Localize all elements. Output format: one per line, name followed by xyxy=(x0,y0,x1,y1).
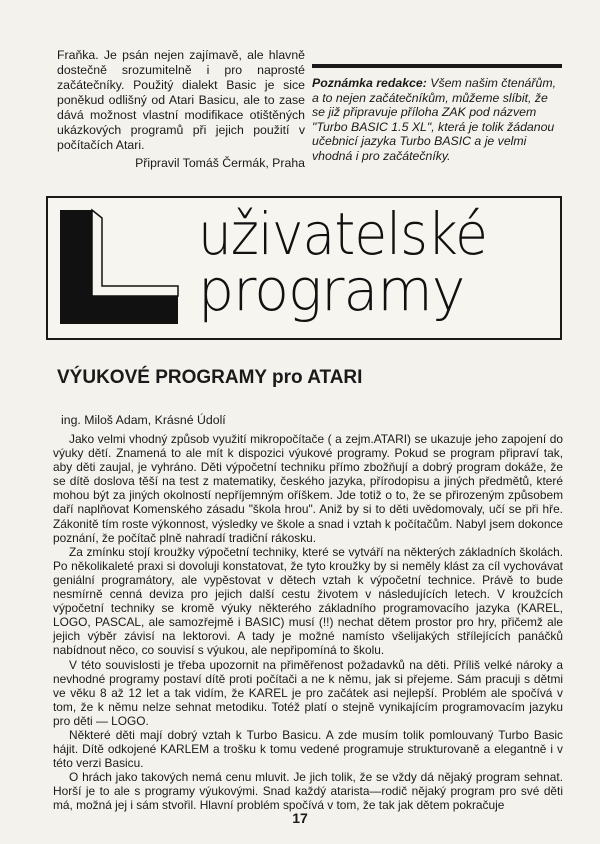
l-logo-icon xyxy=(56,206,184,328)
article-body xyxy=(53,432,563,813)
left-column-paragraph: Fraňka. Je psán nejen zajímavě, ale hlavně dostečně srozumitelně i pro naprosté začátečníky. Použitý dialekt Basic je sice poněkud odlišný od Atari Basicu, ale to zase dává možnost vlastní modifikace otištěných ukázkových programů při jejich použití v počítačích Atari. xyxy=(57,48,305,152)
page-number: 17 xyxy=(292,810,308,826)
article-paragraph: Za zmínku stojí kroužky výpočetní techniky, které se vytváří na některých základních školách. Po několikaleté praxi si dovoluji konstatovat, že tyto kroužky by si neměly klást za cíl vychovávat geniální programátory, ale vypěstovat v dětech vztah k výpočetní technice. Právě to bude nesmírně cenná deviza pro jejich další cestu životem v následujících letech. V kroužcích výpočetní techniky se kromě výuky některého základního programovacího jazyka (KAREL, LOGO, PASCAL, ale samozřejmě i BASIC) musí (!!) nechat dětem prostor pro hry, přičemž ale jejich výběr závisí na lektorovi. A tady je možné namísto všelijakých střílejících panáčků nabídnout něco, co souvisí s výukou, ale nepřipomíná to školu. xyxy=(53,544,563,658)
article-title: VÝUKOVÉ PROGRAMY pro ATARI xyxy=(57,367,363,388)
banner-word-line1: uživatelské xyxy=(198,200,488,268)
section-banner xyxy=(46,196,562,340)
article-paragraph: V této souvislosti je třeba upozornit na přiměřenost požadavků na děti. Příliš velké nároky a nevhodné programy postaví dítě proti počítači a ne k němu, jak si přejeme. Sám pracuji s dětmi ve věku 8 až 12 let a tak vidím, že KAREL je pro začátek asi nejlepší. Problém ale spočívá v tom, že k němu nelze sehnat metodiku. Totéž platí o stejně vynikajícím programovacím jazyku pro děti — LOGO. xyxy=(53,657,563,728)
left-column xyxy=(57,48,305,171)
editor-note xyxy=(312,64,562,164)
article-byline: ing. Miloš Adam, Krásné Údolí xyxy=(61,413,226,427)
banner-word-line2: programy xyxy=(198,256,465,324)
editor-note-label: Poznámka redakce: xyxy=(312,76,427,90)
article-paragraph: Jako velmi vhodný způsob využití mikropočítače ( a zejm.ATARI) se ukazuje jeho zapojení do výuky dětí. Znamená to ale mít k dispozici výukové programy. Pokud se program připraví tak, aby děti zaujal, je vyhráno. Děti výpočetní techniku přímo zbožňují a dobrý program dokáže, že se dítě doslova těší na test z matematiky, českého jazyka, přírodopisu a jiných předmětů, které mohou být za jiných okolností nepříjemným oříškem. Jde totiž o to, že se přirozeným způsobem daří naplňovat Komenského zásadu "škola hrou". Aniž by si to děti uvědomovaly, učí se při hře. Zákonitě tím roste výkonnost, výsledky ve škole a snad i vztah k počítačům. Nabyl jsem dokonce poznání, že počítač plně nahradí tradiční rákosku. xyxy=(53,432,563,545)
left-column-author: Připravil Tomáš Čermák, Praha xyxy=(135,156,305,170)
article-paragraph: Některé děti mají dobrý vztah k Turbo Basicu. A zde musím tolik pomlouvaný Turbo Basic hájit. Dítě odkojené KARLEM a trošku k tomu vedené programuje strukturovaně a elegantně i v této verzi Basicu. xyxy=(53,727,563,771)
article-paragraph: O hrách jako takových nemá cenu mluvit. Je jich tolik, že se vždy dá nějaký program sehnat. Horší je to ale s programy výukovými. Snad každý atarista—rodič nějaký program pro své děti má, možná jej i sám stvořil. Hlavní problém spočívá v tom, že tak jak dětem pokračuje xyxy=(53,770,563,813)
editor-note-text: Všem našim čtenářům, a to nejen začátečníkům, můžeme slíbit, že se již připravuje příloha ZAK pod názvem "Turbo BASIC 1.5 XL", která je tolik žádanou učebnicí jazyka Turbo BASIC a je velmi vhodná i pro začátečníky. xyxy=(312,76,556,163)
